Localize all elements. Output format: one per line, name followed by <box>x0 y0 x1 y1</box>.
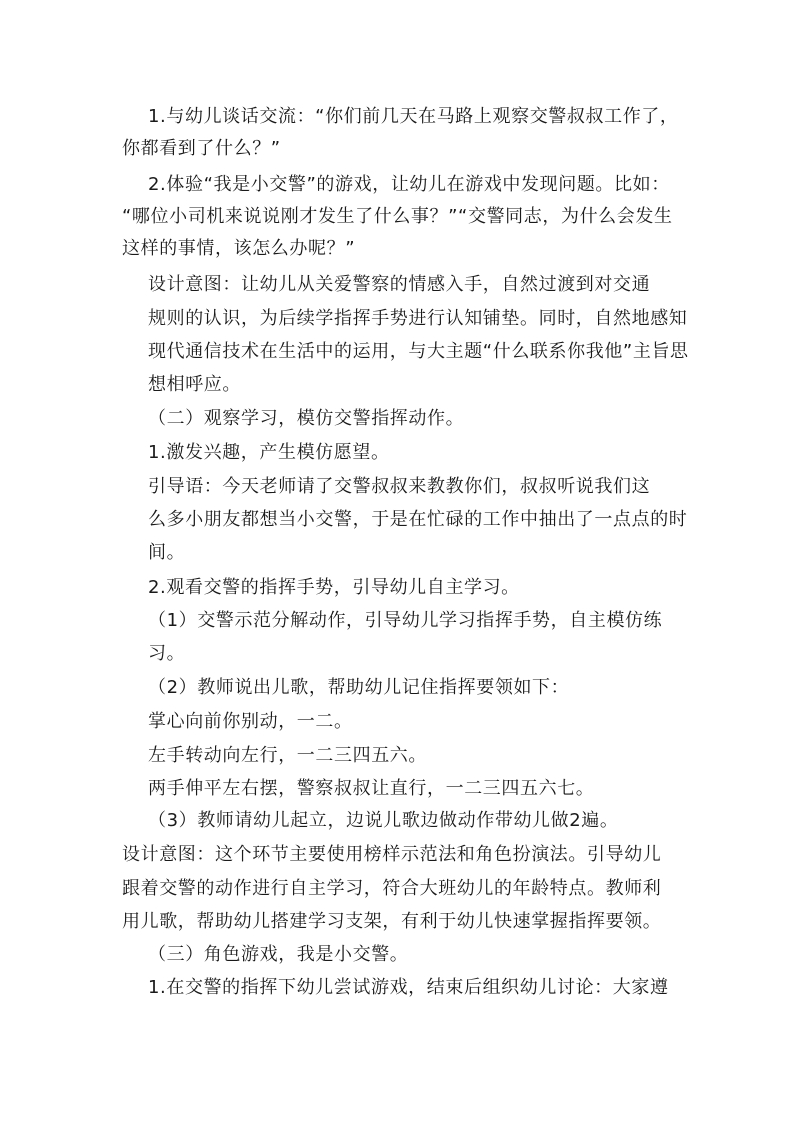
paragraph-6-line-1: 引导语：今天老师请了交警叔叔来教教你们，叔叔听说我们这 <box>148 476 651 497</box>
section-heading-3: （三）角色游戏，我是小交警。 <box>148 944 409 965</box>
paragraph-2-line-3: 这样的事情，该怎么办呢？” <box>122 238 356 259</box>
paragraph-2-line-1: 2.体验“我是小交警”的游戏，让幼儿在游戏中发现问题。比如： <box>148 174 670 195</box>
paragraph-9-line-1: （2）教师说出儿歌，帮助幼儿记住指挥要领如下： <box>148 677 570 698</box>
paragraph-14-line-2: 跟着交警的动作进行自主学习，符合大班幼儿的年龄特点。教师利 <box>122 878 662 899</box>
paragraph-8-line-2: 习。 <box>148 643 186 664</box>
paragraph-14-line-1: 设计意图：这个环节主要使用榜样示范法和角色扮演法。引导幼儿 <box>122 844 662 865</box>
chant-line-3: 两手伸平左右摆，警察叔叔让直行，一二三四五六七。 <box>148 778 595 799</box>
paragraph-1-line-1: 1.与幼儿谈话交流：“你们前几天在马路上观察交警叔叔工作了， <box>148 106 679 127</box>
paragraph-13-line-1: （3）教师请幼儿起立，边说儿歌边做动作带幼儿做2遍。 <box>148 810 619 831</box>
paragraph-7-line-1: 2.观看交警的指挥手势，引导幼儿自主学习。 <box>148 577 520 598</box>
chant-line-1: 掌心向前你别动，一二。 <box>148 711 353 732</box>
section-heading-2: （二）观察学习，模仿交警指挥动作。 <box>148 408 465 429</box>
paragraph-8-line-1: （1）交警示范分解动作，引导幼儿学习指挥手势，自主模仿练 <box>148 610 663 631</box>
paragraph-6-line-3: 间。 <box>148 542 186 563</box>
paragraph-16-line-1: 1.在交警的指挥下幼儿尝试游戏，结束后组织幼儿讨论：大家遵 <box>148 977 669 998</box>
paragraph-3-line-3: 现代通信技术在生活中的运用，与大主题“什么联系你我他”主旨思 <box>148 341 689 362</box>
chant-line-2: 左手转动向左行，一二三四五六。 <box>148 745 427 766</box>
paragraph-3-line-4: 想相呼应。 <box>148 374 241 395</box>
paragraph-1-line-2: 你都看到了什么？” <box>122 138 281 159</box>
paragraph-6-line-2: 么多小朋友都想当小交警，于是在忙碌的工作中抽出了一点点的时 <box>148 509 688 530</box>
paragraph-3-line-1: 设计意图：让幼儿从关爱警察的情感入手，自然过渡到对交通 <box>148 274 651 295</box>
paragraph-3-line-2: 规则的认识，为后续学指挥手势进行认知铺垫。同时，自然地感知 <box>148 308 688 329</box>
paragraph-5-line-1: 1.激发兴趣，产生模仿愿望。 <box>148 442 390 463</box>
paragraph-2-line-2: “哪位小司机来说说刚才发生了什么事？”“交警同志，为什么会发生 <box>122 206 673 227</box>
paragraph-14-line-3: 用儿歌，帮助幼儿搭建学习支架，有利于幼儿快速掌握指挥要领。 <box>122 911 662 932</box>
